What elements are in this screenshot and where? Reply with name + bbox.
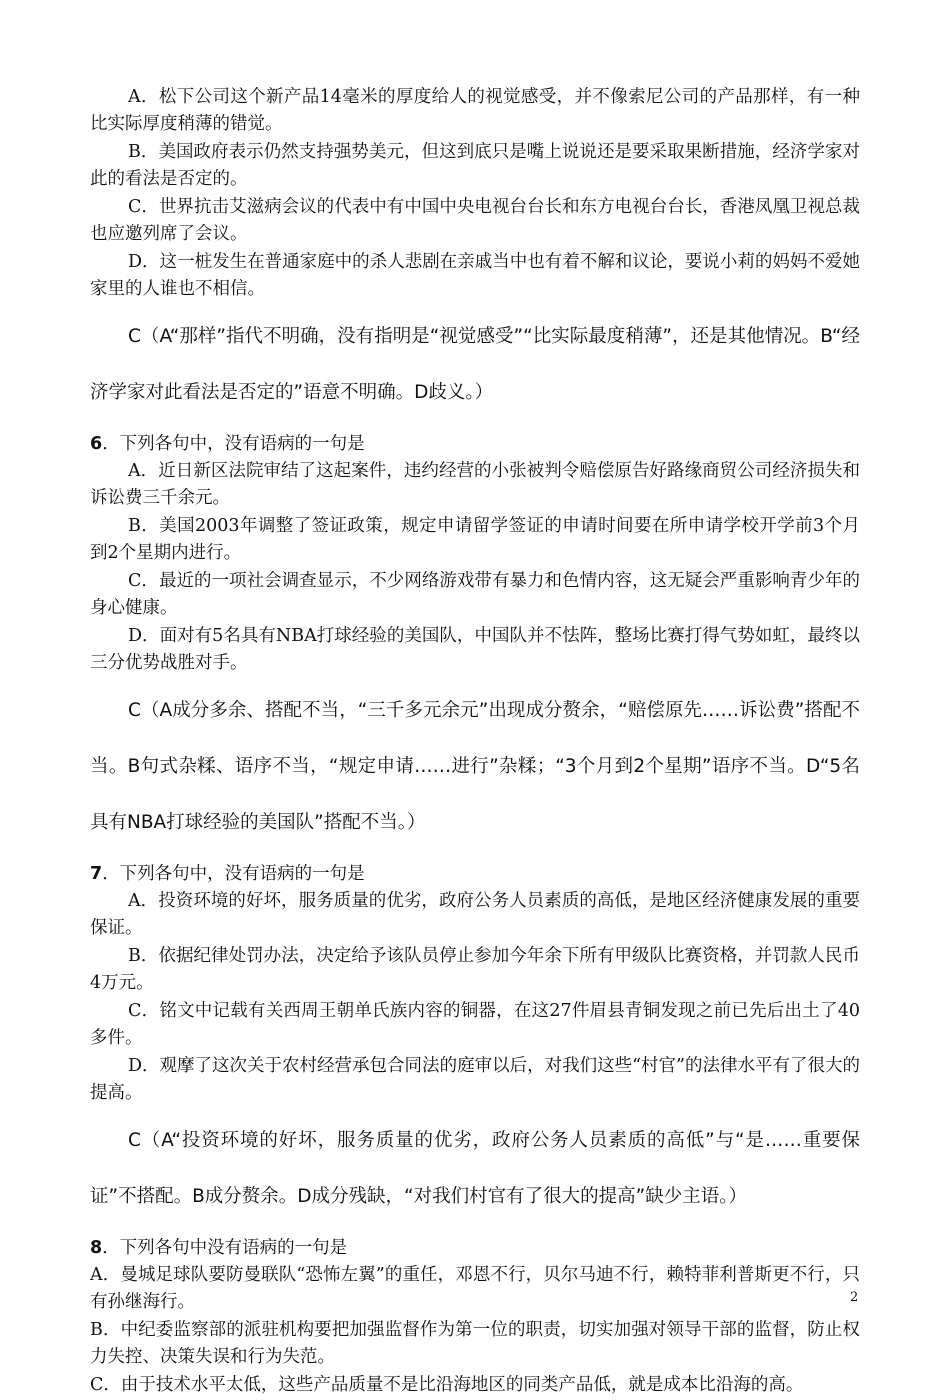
q7-option-c: C．铭文中记载有关西周王朝单氏族内容的铜器，在这27件眉县青铜发现之前已先后出土了40多件。: [90, 1001, 860, 1048]
q6-stem-text: ．下列各句中，没有语病的一句是: [102, 434, 365, 454]
q8-stem: [90, 1235, 860, 1262]
q6-stem: [90, 431, 860, 458]
q6-option-c: C．最近的一项社会调查显示，不少网络游戏带有暴力和色情内容，这无疑会严重影响青少年的身心健康。: [90, 571, 860, 618]
q8-number: 8: [90, 1238, 103, 1258]
q5-option-a: A．松下公司这个新产品14毫米的厚度给人的视觉感受，并不像索尼公司的产品那样，有一种比实际厚度稍薄的错觉。: [90, 87, 860, 134]
q6-number: 6: [90, 434, 103, 454]
q8-option-a: A．曼城足球队要防曼联队“恐怖左翼”的重任，邓恩不行，贝尔马迪不行，赖特菲利普斯更不行，只有孙继海行。: [90, 1265, 860, 1312]
q6-option-a: A．近日新区法院审结了这起案件，违约经营的小张被判令赔偿原告好路缘商贸公司经济损失和诉讼费三千余元。: [90, 461, 860, 508]
q8-stem-text: ．下列各句中没有语病的一句是: [102, 1238, 348, 1258]
q5-option-d: D．这一桩发生在普通家庭中的杀人悲剧在亲戚当中也有着不解和议论，要说小莉的妈妈不爱她家里的人谁也不相信。: [90, 252, 860, 299]
q5-option-c: C．世界抗击艾滋病会议的代表中有中国中央电视台台长和东方电视台台长，香港凤凰卫视总裁也应邀列席了会议。: [90, 197, 860, 244]
q6-answer: C（A成分多余、搭配不当，“三千多元余元”出现成分赘余，“赔偿原先……诉讼费”搭配不当。B句式杂糅、语序不当，“规定申请……进行”杂糅；“3个月到2个星期”语序不当。D“5名具有NBA打球经验的美国队”搭配不当。）: [90, 700, 860, 833]
q7-stem: [90, 861, 860, 888]
page-number: 2: [850, 1290, 859, 1305]
page-content: [90, 84, 860, 1400]
q7-option-a: A．投资环境的好坏，服务质量的优劣，政府公务人员素质的高低，是地区经济健康发展的重要保证。: [90, 891, 860, 938]
q6-option-b: B．美国2003年调整了签证政策，规定申请留学签证的申请时间要在所申请学校开学前3个月到2个星期内进行。: [90, 516, 860, 563]
q8-option-b: B．中纪委监察部的派驻机构要把加强监督作为第一位的职责，切实加强对领导干部的监督，防止权力失控、决策失误和行为失范。: [90, 1320, 860, 1367]
q7-answer: C（A“投资环境的好坏，服务质量的优劣，政府公务人员素质的高低”与“是……重要保证”不搭配。B成分赘余。D成分残缺，“对我们村官有了很大的提高”缺少主语。）: [90, 1130, 860, 1207]
q6-option-d: D．面对有5名具有NBA打球经验的美国队，中国队并不怯阵，整场比赛打得气势如虹，最终以三分优势战胜对手。: [90, 626, 860, 673]
q7-option-b: B．依据纪律处罚办法，决定给予该队员停止参加今年余下所有甲级队比赛资格，并罚款人民币4万元。: [90, 946, 860, 993]
q7-option-d: D．观摩了这次关于农村经营承包合同法的庭审以后，对我们这些“村官”的法律水平有了很大的提高。: [90, 1056, 860, 1103]
q5-option-b: B．美国政府表示仍然支持强势美元，但这到底只是嘴上说说还是要采取果断措施，经济学家对此的看法是否定的。: [90, 142, 860, 189]
q8-option-c: C．由于技术水平太低，这些产品质量不是比沿海地区的同类产品低，就是成本比沿海的高。: [90, 1375, 804, 1395]
q7-number: 7: [90, 864, 103, 884]
q7-stem-text: ．下列各句中，没有语病的一句是: [102, 864, 365, 884]
q5-answer: C（A“那样”指代不明确，没有指明是“视觉感受”“比实际最度稍薄”，还是其他情况。B“经济学家对此看法是否定的”语意不明确。D歧义。）: [90, 326, 860, 403]
